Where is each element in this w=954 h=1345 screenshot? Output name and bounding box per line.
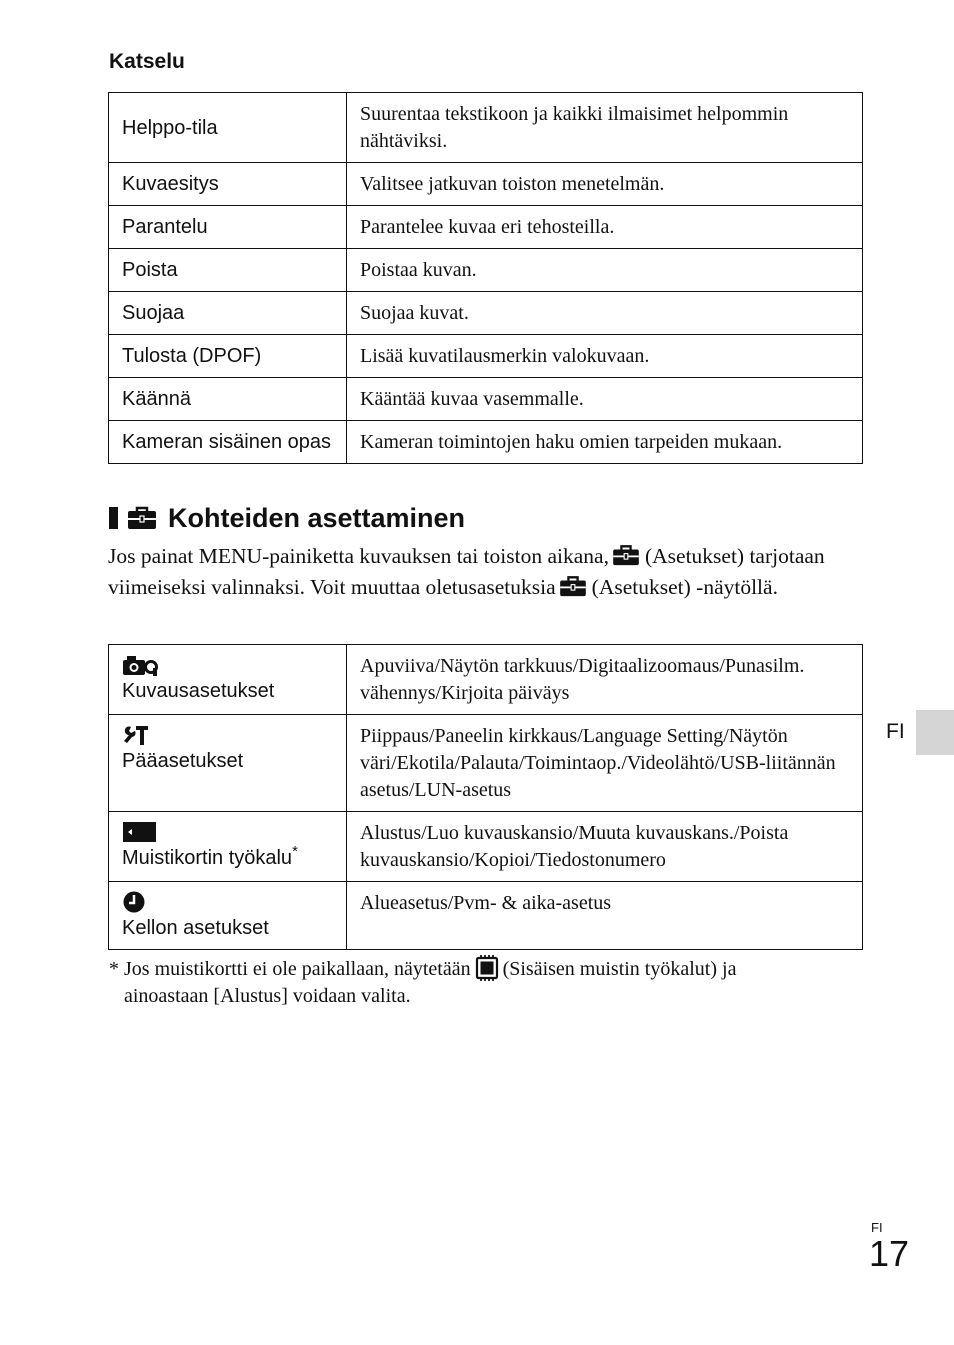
item-label-cell bbox=[109, 645, 347, 715]
table-row bbox=[109, 335, 863, 378]
intro-text: (Asetukset) -näytöllä. bbox=[591, 574, 778, 599]
item-label: Kuvaesitys bbox=[109, 163, 347, 206]
item-description: Valitsee jatkuvan toiston menetelmän. bbox=[347, 163, 863, 206]
item-description: Suojaa kuvat. bbox=[347, 292, 863, 335]
item-label: Tulosta (DPOF) bbox=[109, 335, 347, 378]
item-description: Alueasetus/Pvm- & aika-asetus bbox=[347, 882, 863, 950]
toolbox-icon bbox=[611, 544, 641, 566]
side-language-tab bbox=[916, 710, 954, 755]
item-label: Kuvausasetukset bbox=[122, 680, 275, 702]
table-row bbox=[109, 421, 863, 464]
item-label: Kameran sisäinen opas bbox=[109, 421, 347, 464]
side-language-label: FI bbox=[886, 720, 905, 743]
intro-text: (Asetukset) tarjotaan viimeiseksi valinnaksi. Voit muuttaa oletusasetuksia bbox=[108, 544, 825, 599]
section-heading-settings bbox=[109, 501, 465, 535]
clock-icon bbox=[122, 891, 162, 913]
heading-marker bbox=[109, 507, 118, 529]
item-description: Alustus/Luo kuvauskansio/Muuta kuvauskans./Poista kuvauskansio/Kopioi/Tiedostonumero bbox=[347, 812, 863, 882]
item-label-cell bbox=[109, 812, 347, 882]
page-number: 17 bbox=[869, 1233, 910, 1274]
item-label-cell bbox=[109, 715, 347, 812]
table-row bbox=[109, 292, 863, 335]
footnote-marker: * bbox=[292, 843, 298, 860]
page-language-label: FI bbox=[871, 1220, 883, 1235]
internal-memory-icon bbox=[474, 955, 500, 981]
camera-settings-icon bbox=[122, 654, 162, 676]
table-row bbox=[109, 812, 863, 882]
viewing-menu-table bbox=[108, 92, 863, 464]
settings-menu-table bbox=[108, 644, 863, 950]
item-description: Kääntää kuvaa vasemmalle. bbox=[347, 378, 863, 421]
item-label: Muistikortin työkalu bbox=[122, 847, 293, 869]
section-heading-viewing: Katselu bbox=[109, 50, 185, 73]
intro-text: Jos painat MENU-painiketta kuvauksen tai toiston aikana, bbox=[108, 544, 609, 568]
table-row bbox=[109, 163, 863, 206]
footnote bbox=[109, 955, 869, 1010]
item-description: Lisää kuvatilausmerkin valokuvaan. bbox=[347, 335, 863, 378]
item-label: Pääasetukset bbox=[122, 750, 244, 772]
item-label: Käännä bbox=[109, 378, 347, 421]
item-description: Poistaa kuvan. bbox=[347, 249, 863, 292]
item-description: Piippaus/Paneelin kirkkaus/Language Setting/Näytön väri/Ekotila/Palauta/Toimintaop./Videolähtö/USB-liitännän asetus/LUN-asetus bbox=[347, 715, 863, 812]
item-description: Kameran toimintojen haku omien tarpeiden mukaan. bbox=[347, 421, 863, 464]
item-description: Suurentaa tekstikoon ja kaikki ilmaisimet helpommin nähtäviksi. bbox=[347, 93, 863, 163]
item-label: Poista bbox=[109, 249, 347, 292]
table-row bbox=[109, 206, 863, 249]
footnote-text: (Sisäisen muistin työkalut) ja bbox=[502, 958, 737, 980]
item-description: Parantelee kuvaa eri tehosteilla. bbox=[347, 206, 863, 249]
table-row bbox=[109, 93, 863, 163]
item-label-cell bbox=[109, 882, 347, 950]
table-row bbox=[109, 378, 863, 421]
footnote-text: ainoastaan [Alustus] voidaan valita. bbox=[124, 985, 411, 1007]
heading-text: Kohteiden asettaminen bbox=[168, 502, 466, 533]
table-row bbox=[109, 645, 863, 715]
memory-card-icon bbox=[122, 821, 162, 843]
table-row bbox=[109, 882, 863, 950]
item-label: Kellon asetukset bbox=[122, 917, 269, 939]
table-row bbox=[109, 249, 863, 292]
table-row bbox=[109, 715, 863, 812]
footnote-text: * Jos muistikortti ei ole paikallaan, näytetään bbox=[109, 958, 471, 980]
item-label: Helppo-tila bbox=[109, 93, 347, 163]
item-label: Suojaa bbox=[109, 292, 347, 335]
item-label: Parantelu bbox=[109, 206, 347, 249]
toolbox-icon bbox=[126, 505, 158, 531]
intro-paragraph bbox=[108, 541, 868, 602]
item-description: Apuviiva/Näytön tarkkuus/Digitaalizoomaus/Punasilm. vähennys/Kirjoita päiväys bbox=[347, 645, 863, 715]
toolbox-icon bbox=[558, 575, 588, 597]
wrench-tools-icon bbox=[122, 724, 162, 746]
